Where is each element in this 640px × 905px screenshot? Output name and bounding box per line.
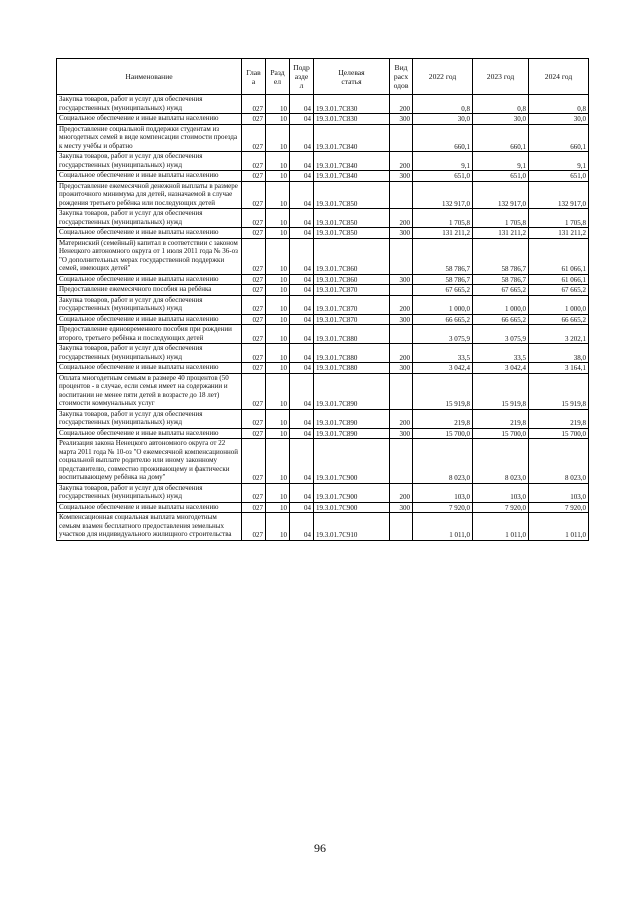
table-row bbox=[57, 209, 589, 228]
row-value-2023: 30,0 bbox=[473, 114, 529, 125]
table-row bbox=[57, 483, 589, 502]
row-chapter: 027 bbox=[242, 295, 266, 314]
row-value-2022: 219,8 bbox=[413, 409, 473, 428]
row-expense-type: 300 bbox=[390, 502, 413, 513]
table-row bbox=[57, 274, 589, 285]
row-chapter: 027 bbox=[242, 238, 266, 274]
table-body bbox=[57, 95, 589, 541]
row-expense-type: 300 bbox=[390, 274, 413, 285]
row-expense-type: 300 bbox=[390, 114, 413, 125]
row-value-2024: 103,0 bbox=[529, 483, 589, 502]
row-value-2023: 3 042,4 bbox=[473, 363, 529, 374]
row-value-2023: 1 000,0 bbox=[473, 295, 529, 314]
row-name-text: Предоставление ежемесячной денежной выплаты в размере прожиточного минимума для детей, назначаемой в случае рождения третьего ребёнка или последующих детей bbox=[59, 181, 238, 207]
row-value-2023: 1 705,8 bbox=[473, 209, 529, 228]
row-value-2022: 1 011,0 bbox=[413, 513, 473, 541]
row-section: 10 bbox=[266, 124, 290, 152]
row-value-2023: 15 919,8 bbox=[473, 373, 529, 409]
table-row bbox=[57, 314, 589, 325]
row-chapter: 027 bbox=[242, 152, 266, 171]
row-value-2022: 0,8 bbox=[413, 95, 473, 114]
row-article: 19.3.01.7С900 bbox=[314, 502, 390, 513]
row-section: 10 bbox=[266, 295, 290, 314]
row-value-2024: 131 211,2 bbox=[529, 228, 589, 239]
row-article: 19.3.01.7С870 bbox=[314, 295, 390, 314]
row-expense-type bbox=[390, 124, 413, 152]
row-value-2023: 103,0 bbox=[473, 483, 529, 502]
table-row bbox=[57, 502, 589, 513]
row-value-2022: 132 917,0 bbox=[413, 181, 473, 209]
row-expense-type: 200 bbox=[390, 152, 413, 171]
row-name-text: Социальное обеспечение и иные выплаты населению bbox=[59, 363, 219, 371]
row-value-2024: 0,8 bbox=[529, 95, 589, 114]
row-chapter: 027 bbox=[242, 344, 266, 363]
row-value-2023: 15 700,0 bbox=[473, 428, 529, 439]
header-2024: 2024 год bbox=[529, 59, 589, 95]
row-subsection: 04 bbox=[290, 513, 314, 541]
row-name-text: Социальное обеспечение и иные выплаты населению bbox=[59, 114, 219, 122]
row-expense-type: 200 bbox=[390, 209, 413, 228]
row-chapter: 027 bbox=[242, 325, 266, 344]
row-value-2024: 8 023,0 bbox=[529, 439, 589, 484]
row-value-2023: 9,1 bbox=[473, 152, 529, 171]
row-name bbox=[57, 285, 242, 296]
row-value-2023: 8 023,0 bbox=[473, 439, 529, 484]
row-article: 19.3.01.7С850 bbox=[314, 181, 390, 209]
row-value-2024: 38,0 bbox=[529, 344, 589, 363]
row-expense-type: 200 bbox=[390, 95, 413, 114]
table-row bbox=[57, 409, 589, 428]
row-value-2024: 132 917,0 bbox=[529, 181, 589, 209]
row-value-2022: 30,0 bbox=[413, 114, 473, 125]
row-value-2022: 3 042,4 bbox=[413, 363, 473, 374]
row-name bbox=[57, 428, 242, 439]
row-value-2023: 58 786,7 bbox=[473, 274, 529, 285]
row-name bbox=[57, 363, 242, 374]
row-value-2023: 67 665,2 bbox=[473, 285, 529, 296]
row-expense-type: 200 bbox=[390, 409, 413, 428]
row-name-text: Социальное обеспечение и иные выплаты населению bbox=[59, 502, 219, 511]
row-value-2024: 3 202,1 bbox=[529, 325, 589, 344]
row-value-2024: 67 665,2 bbox=[529, 285, 589, 296]
row-chapter: 027 bbox=[242, 95, 266, 114]
row-subsection: 04 bbox=[290, 373, 314, 409]
row-value-2024: 15 919,8 bbox=[529, 373, 589, 409]
row-value-2024: 1 000,0 bbox=[529, 295, 589, 314]
row-value-2023: 66 665,2 bbox=[473, 314, 529, 325]
row-section: 10 bbox=[266, 181, 290, 209]
row-name bbox=[57, 344, 242, 363]
row-value-2024: 1 705,8 bbox=[529, 209, 589, 228]
row-name-text: Закупка товаров, работ и услуг для обеспечения государственных (муниципальных) нужд bbox=[59, 295, 203, 312]
row-value-2022: 33,5 bbox=[413, 344, 473, 363]
row-name bbox=[57, 409, 242, 428]
row-section: 10 bbox=[266, 325, 290, 344]
row-section: 10 bbox=[266, 513, 290, 541]
row-chapter: 027 bbox=[242, 124, 266, 152]
row-subsection: 04 bbox=[290, 114, 314, 125]
row-article: 19.3.01.7С840 bbox=[314, 171, 390, 182]
table-row bbox=[57, 152, 589, 171]
row-value-2023: 132 917,0 bbox=[473, 181, 529, 209]
row-value-2022: 1 705,8 bbox=[413, 209, 473, 228]
row-name-text: Компенсационная социальная выплата многодетным семьям взамен бесплатного предоставления земельных участков для индивидуального жилищного строительства bbox=[59, 513, 232, 538]
row-value-2024: 15 700,0 bbox=[529, 428, 589, 439]
row-chapter: 027 bbox=[242, 285, 266, 296]
row-chapter: 027 bbox=[242, 483, 266, 502]
row-chapter: 027 bbox=[242, 274, 266, 285]
row-article: 19.3.01.7С860 bbox=[314, 274, 390, 285]
row-subsection: 04 bbox=[290, 152, 314, 171]
row-section: 10 bbox=[266, 114, 290, 125]
row-value-2024: 3 164,1 bbox=[529, 363, 589, 374]
row-value-2024: 66 665,2 bbox=[529, 314, 589, 325]
row-value-2023: 7 920,0 bbox=[473, 502, 529, 513]
row-name-text: Социальное обеспечение и иные выплаты населению bbox=[59, 171, 219, 179]
row-name bbox=[57, 114, 242, 125]
row-chapter: 027 bbox=[242, 114, 266, 125]
row-value-2022: 651,0 bbox=[413, 171, 473, 182]
row-value-2022: 15 700,0 bbox=[413, 428, 473, 439]
row-expense-type bbox=[390, 439, 413, 484]
row-chapter: 027 bbox=[242, 502, 266, 513]
row-value-2024: 651,0 bbox=[529, 171, 589, 182]
row-name-text: Предоставление ежемесячного пособия на ребёнка bbox=[59, 285, 212, 293]
row-value-2022: 67 665,2 bbox=[413, 285, 473, 296]
row-chapter: 027 bbox=[242, 513, 266, 541]
row-name bbox=[57, 325, 242, 344]
row-article: 19.3.01.7С870 bbox=[314, 285, 390, 296]
row-name-text: Закупка товаров, работ и услуг для обеспечения государственных (муниципальных) нужд bbox=[59, 344, 203, 361]
row-section: 10 bbox=[266, 171, 290, 182]
row-value-2024: 61 066,1 bbox=[529, 238, 589, 274]
row-name bbox=[57, 95, 242, 114]
row-subsection: 04 bbox=[290, 409, 314, 428]
row-value-2024: 1 011,0 bbox=[529, 513, 589, 541]
row-value-2022: 660,1 bbox=[413, 124, 473, 152]
row-section: 10 bbox=[266, 344, 290, 363]
row-value-2022: 58 786,7 bbox=[413, 238, 473, 274]
table-row bbox=[57, 325, 589, 344]
row-chapter: 027 bbox=[242, 181, 266, 209]
row-subsection: 04 bbox=[290, 325, 314, 344]
budget-table bbox=[56, 58, 589, 541]
row-subsection: 04 bbox=[290, 285, 314, 296]
row-name bbox=[57, 152, 242, 171]
row-expense-type bbox=[390, 325, 413, 344]
row-value-2022: 131 211,2 bbox=[413, 228, 473, 239]
row-section: 10 bbox=[266, 152, 290, 171]
row-value-2023: 3 075,9 bbox=[473, 325, 529, 344]
row-name bbox=[57, 124, 242, 152]
header-article: Целевая статья bbox=[314, 59, 390, 95]
table-header-row bbox=[57, 59, 589, 95]
row-value-2024: 660,1 bbox=[529, 124, 589, 152]
row-expense-type: 300 bbox=[390, 228, 413, 239]
row-chapter: 027 bbox=[242, 171, 266, 182]
header-expense-type: Вид расх одов bbox=[390, 59, 413, 95]
row-name bbox=[57, 228, 242, 239]
row-expense-type bbox=[390, 373, 413, 409]
row-article: 19.3.01.7С840 bbox=[314, 152, 390, 171]
row-name bbox=[57, 439, 242, 484]
row-value-2023: 0,8 bbox=[473, 95, 529, 114]
row-article: 19.3.01.7С850 bbox=[314, 228, 390, 239]
row-subsection: 04 bbox=[290, 274, 314, 285]
row-value-2024: 9,1 bbox=[529, 152, 589, 171]
row-section: 10 bbox=[266, 285, 290, 296]
row-section: 10 bbox=[266, 439, 290, 484]
budget-table-wrapper bbox=[56, 58, 589, 541]
row-value-2022: 66 665,2 bbox=[413, 314, 473, 325]
row-subsection: 04 bbox=[290, 228, 314, 239]
header-subsection: Подр азде л bbox=[290, 59, 314, 95]
row-name-text: Социальное обеспечение и иные выплаты населению bbox=[59, 428, 219, 437]
row-article: 19.3.01.7С860 bbox=[314, 238, 390, 274]
row-name-text: Закупка товаров, работ и услуг для обеспечения государственных (муниципальных) нужд bbox=[59, 95, 203, 112]
row-value-2024: 7 920,0 bbox=[529, 502, 589, 513]
row-name-text: Предоставление единовременного пособия при рождении второго, третьего ребёнка и последующих детей bbox=[59, 325, 232, 342]
header-name: Наименование bbox=[57, 59, 242, 95]
table-row bbox=[57, 373, 589, 409]
row-name bbox=[57, 274, 242, 285]
row-name bbox=[57, 483, 242, 502]
row-subsection: 04 bbox=[290, 124, 314, 152]
row-subsection: 04 bbox=[290, 314, 314, 325]
row-name-text: Закупка товаров, работ и услуг для обеспечения государственных (муниципальных) нужд bbox=[59, 409, 203, 426]
row-value-2024: 30,0 bbox=[529, 114, 589, 125]
row-expense-type bbox=[390, 238, 413, 274]
row-value-2023: 131 211,2 bbox=[473, 228, 529, 239]
row-section: 10 bbox=[266, 363, 290, 374]
table-row bbox=[57, 95, 589, 114]
row-article: 19.3.01.7С910 bbox=[314, 513, 390, 541]
row-name-text: Закупка товаров, работ и услуг для обеспечения государственных (муниципальных) нужд bbox=[59, 152, 203, 169]
row-name-text: Закупка товаров, работ и услуг для обеспечения государственных (муниципальных) нужд bbox=[59, 209, 203, 226]
row-subsection: 04 bbox=[290, 363, 314, 374]
row-value-2024: 61 066,1 bbox=[529, 274, 589, 285]
row-value-2023: 1 011,0 bbox=[473, 513, 529, 541]
row-name-text: Социальное обеспечение и иные выплаты населению bbox=[59, 314, 219, 323]
row-section: 10 bbox=[266, 373, 290, 409]
row-value-2022: 58 786,7 bbox=[413, 274, 473, 285]
row-name-text: Материнский (семейный) капитал в соответствии с законом Ненецкого автономного округа от 1 июля 2011 года № 36-оз "О дополнительных мерах государственной поддержки семей, имеющих детей" bbox=[59, 238, 238, 272]
row-article: 19.3.01.7С840 bbox=[314, 124, 390, 152]
table-row bbox=[57, 439, 589, 484]
row-name bbox=[57, 171, 242, 182]
row-subsection: 04 bbox=[290, 238, 314, 274]
header-section: Разд ел bbox=[266, 59, 290, 95]
row-value-2024: 219,8 bbox=[529, 409, 589, 428]
header-2023: 2023 год bbox=[473, 59, 529, 95]
row-article: 19.3.01.7С830 bbox=[314, 114, 390, 125]
row-section: 10 bbox=[266, 483, 290, 502]
row-article: 19.3.01.7С890 bbox=[314, 428, 390, 439]
row-section: 10 bbox=[266, 409, 290, 428]
row-name-text: Предоставление социальной поддержки студентам из многодетных семей в виде компенсации стоимости проезда к месту учёбы и обратно bbox=[59, 124, 238, 150]
row-name bbox=[57, 209, 242, 228]
row-name-text: Реализация закона Ненецкого автономного округа от 22 марта 2011 года № 10-оз "О ежемесячной компенсационной социальной выплате родителю или иному законному представителю, совместно проживающему и фактически воспитывающему ребёнка на дому" bbox=[59, 439, 238, 481]
row-name-text: Социальное обеспечение и иные выплаты населению bbox=[59, 274, 219, 283]
table-row bbox=[57, 513, 589, 541]
row-value-2022: 3 075,9 bbox=[413, 325, 473, 344]
row-name bbox=[57, 373, 242, 409]
table-row bbox=[57, 171, 589, 182]
row-subsection: 04 bbox=[290, 483, 314, 502]
row-article: 19.3.01.7С890 bbox=[314, 373, 390, 409]
row-name bbox=[57, 314, 242, 325]
row-article: 19.3.01.7С830 bbox=[314, 95, 390, 114]
row-value-2023: 660,1 bbox=[473, 124, 529, 152]
table-row bbox=[57, 124, 589, 152]
table-row bbox=[57, 238, 589, 274]
row-value-2023: 58 786,7 bbox=[473, 238, 529, 274]
row-value-2022: 103,0 bbox=[413, 483, 473, 502]
row-expense-type bbox=[390, 181, 413, 209]
table-row bbox=[57, 295, 589, 314]
row-article: 19.3.01.7С870 bbox=[314, 314, 390, 325]
row-value-2022: 8 023,0 bbox=[413, 439, 473, 484]
row-value-2022: 7 920,0 bbox=[413, 502, 473, 513]
row-expense-type bbox=[390, 513, 413, 541]
row-name bbox=[57, 295, 242, 314]
table-row bbox=[57, 181, 589, 209]
row-expense-type: 300 bbox=[390, 363, 413, 374]
row-article: 19.3.01.7С900 bbox=[314, 483, 390, 502]
row-subsection: 04 bbox=[290, 295, 314, 314]
row-article: 19.3.01.7С880 bbox=[314, 344, 390, 363]
row-article: 19.3.01.7С900 bbox=[314, 439, 390, 484]
row-name bbox=[57, 502, 242, 513]
row-expense-type: 200 bbox=[390, 344, 413, 363]
row-expense-type: 300 bbox=[390, 428, 413, 439]
row-article: 19.3.01.7С890 bbox=[314, 409, 390, 428]
row-value-2023: 651,0 bbox=[473, 171, 529, 182]
row-chapter: 027 bbox=[242, 409, 266, 428]
row-name-text: Закупка товаров, работ и услуг для обеспечения государственных (муниципальных) нужд bbox=[59, 483, 203, 500]
row-expense-type: 300 bbox=[390, 171, 413, 182]
row-section: 10 bbox=[266, 428, 290, 439]
table-row bbox=[57, 428, 589, 439]
page-number: 96 bbox=[314, 841, 326, 855]
row-value-2022: 1 000,0 bbox=[413, 295, 473, 314]
table-row bbox=[57, 228, 589, 239]
row-subsection: 04 bbox=[290, 428, 314, 439]
row-section: 10 bbox=[266, 95, 290, 114]
row-value-2023: 219,8 bbox=[473, 409, 529, 428]
row-chapter: 027 bbox=[242, 209, 266, 228]
row-name bbox=[57, 238, 242, 274]
table-row bbox=[57, 285, 589, 296]
row-section: 10 bbox=[266, 209, 290, 228]
row-value-2022: 9,1 bbox=[413, 152, 473, 171]
header-chapter: Глав а bbox=[242, 59, 266, 95]
row-article: 19.3.01.7С880 bbox=[314, 363, 390, 374]
row-expense-type: 200 bbox=[390, 295, 413, 314]
row-subsection: 04 bbox=[290, 95, 314, 114]
row-chapter: 027 bbox=[242, 439, 266, 484]
row-section: 10 bbox=[266, 238, 290, 274]
row-name-text: Социальное обеспечение и иные выплаты населению bbox=[59, 228, 219, 236]
row-name bbox=[57, 181, 242, 209]
row-chapter: 027 bbox=[242, 428, 266, 439]
table-row bbox=[57, 363, 589, 374]
row-section: 10 bbox=[266, 274, 290, 285]
row-section: 10 bbox=[266, 228, 290, 239]
row-expense-type bbox=[390, 285, 413, 296]
row-value-2022: 15 919,8 bbox=[413, 373, 473, 409]
row-name bbox=[57, 513, 242, 541]
row-chapter: 027 bbox=[242, 373, 266, 409]
row-name-text: Оплата многодетным семьям в размере 40 процентов (50 процентов - в случае, если семья имеет на содержании и воспитании не менее пяти детей в возрасте до 18 лет) стоимости коммунальных услуг bbox=[59, 373, 229, 407]
row-section: 10 bbox=[266, 314, 290, 325]
row-subsection: 04 bbox=[290, 344, 314, 363]
row-article: 19.3.01.7С850 bbox=[314, 209, 390, 228]
row-chapter: 027 bbox=[242, 314, 266, 325]
table-row bbox=[57, 114, 589, 125]
header-2022: 2022 год bbox=[413, 59, 473, 95]
row-article: 19.3.01.7С880 bbox=[314, 325, 390, 344]
row-chapter: 027 bbox=[242, 363, 266, 374]
row-expense-type: 300 bbox=[390, 314, 413, 325]
row-chapter: 027 bbox=[242, 228, 266, 239]
row-subsection: 04 bbox=[290, 181, 314, 209]
row-subsection: 04 bbox=[290, 439, 314, 484]
table-row bbox=[57, 344, 589, 363]
row-expense-type: 200 bbox=[390, 483, 413, 502]
row-subsection: 04 bbox=[290, 171, 314, 182]
row-value-2023: 33,5 bbox=[473, 344, 529, 363]
row-subsection: 04 bbox=[290, 502, 314, 513]
row-subsection: 04 bbox=[290, 209, 314, 228]
row-section: 10 bbox=[266, 502, 290, 513]
